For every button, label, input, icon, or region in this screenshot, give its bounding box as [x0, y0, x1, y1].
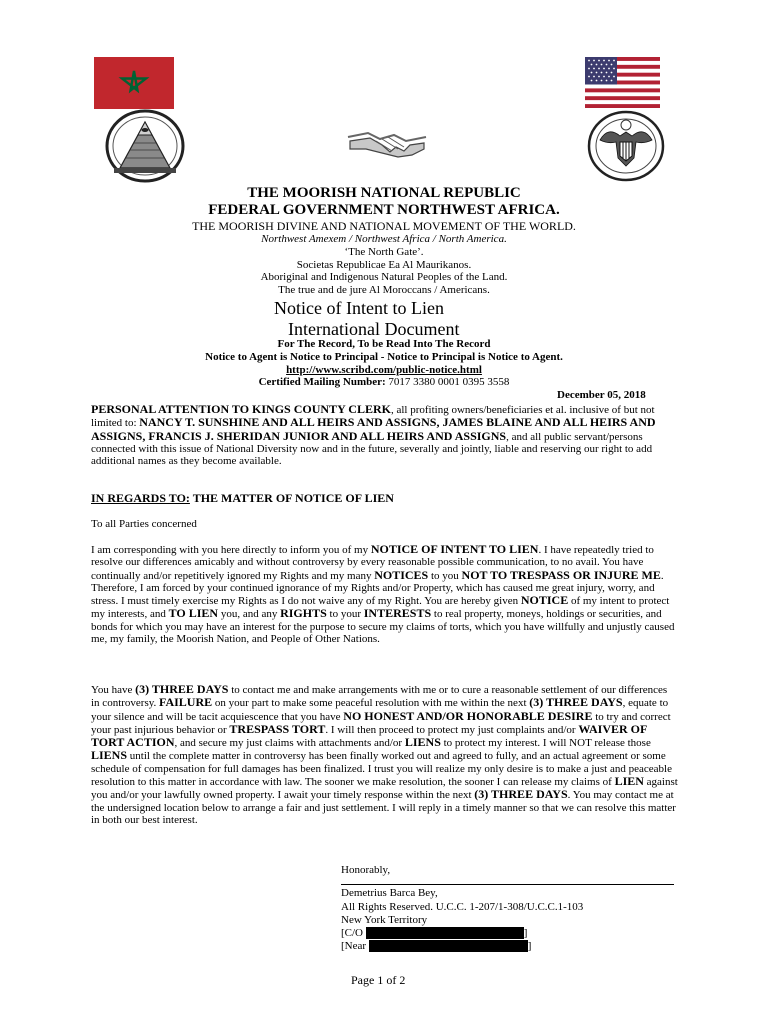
pyramid-seal-icon	[104, 108, 186, 184]
near-line	[341, 940, 531, 953]
territory: New York Territory	[341, 914, 428, 926]
redaction-bar	[366, 927, 524, 939]
p2-bold: (3) THREE DAYS	[474, 787, 568, 802]
mailing-label: Certified Mailing Number:	[258, 376, 386, 388]
p2-text: to protect my interest. I will NOT release those	[440, 737, 651, 750]
regards-text: THE MATTER OF NOTICE OF LIEN	[189, 491, 394, 505]
p1-text: of my intent to protect my interests, and	[91, 595, 670, 621]
p2-bold: LIENS	[91, 748, 128, 763]
p2-text: You have	[91, 684, 136, 696]
p2-bold: TRESPASS TORT	[229, 721, 326, 736]
regards-label: IN REGARDS TO:	[91, 491, 190, 505]
societas-line: Societas Republicae Ea Al Maurikanos.	[296, 259, 472, 271]
p2-text: , and secure my just claims with attachments and/or	[174, 737, 405, 750]
great-seal-icon	[586, 110, 666, 182]
p1-text: to your	[326, 608, 364, 621]
record-line: For The Record, To be Read Into The Record	[277, 338, 491, 350]
p2-text: against you and/or your lawfully owned property. I await your timely response within the next	[91, 776, 678, 802]
p2-text: to contact me and make arrangements with me or to cure a reasonable settlement of our differences in controversy.	[91, 684, 668, 710]
rights-reserved: All Rights Reserved. U.C.C. 1-207/1-308/U.C.C.1-103	[341, 901, 584, 913]
p1-bold: NOTICE OF INTENT TO LIEN	[370, 542, 539, 556]
government-title: FEDERAL GOVERNMENT NORTHWEST AFRICA.	[208, 202, 560, 218]
p1-text: . I have repeatedly tried to resolve our differences amicably and without controversy by every reasonable possible communication, to no avail. You have continually and/or repetitively ignored my Rights and my many	[91, 544, 654, 582]
p2-text: . You may contact me at the undersigned location below to arrange a fair and just settlement. I will reply in a timely manner so that we can resolve this matter in both our best interest.	[91, 789, 676, 826]
p2-bold: LIEN	[614, 774, 644, 789]
p2-text: until the complete matter in controversy has been finally worked out and agreed to fully, and an actual agreement or some schedule of compensation for full damages has been finalized. I trust you will realize my only desire is to make a just and peaceable resolution to this matter in accordance with law. The sooner we make resolution, the sooner I can release my claims of	[91, 750, 672, 789]
p1-bold: NOTICES	[374, 567, 429, 582]
addressee-tail: , and all public servant/persons connected with this issue of National Diversity now and in the future, severally and jointly, liable and reserving our right to add additional names as they become available.	[91, 430, 653, 468]
page-number: Page 1 of 2	[351, 973, 406, 987]
p1-text: you, and any	[218, 608, 281, 621]
closing: Honorably,	[341, 864, 391, 876]
p1-text: to real property, moneys, holdings or securities, and bonds for which you may have an interest for the purpose to secure my claims of torts, which you have willfully and unjustly caused me, my family, the Moorish Nation, and People of Other Nations.	[91, 608, 675, 646]
care-of-label: [C/O	[341, 927, 363, 939]
document-date: December 05, 2018	[557, 389, 646, 401]
signer-name: Demetrius Barca Bey,	[341, 887, 438, 899]
p2-bold: FAILURE	[159, 695, 213, 710]
nation-title: THE MOORISH NATIONAL REPUBLIC	[247, 185, 521, 201]
bracket: ]	[523, 927, 528, 939]
p2-bold: LIENS	[404, 735, 441, 750]
mailing-number: 7017 3380 0001 0395 3558	[385, 376, 510, 388]
p1-bold: TO LIEN	[168, 606, 219, 621]
addressee-clerk: PERSONAL ATTENTION TO KINGS COUNTY CLERK	[91, 402, 391, 416]
movement-title: THE MOORISH DIVINE AND NATIONAL MOVEMENT OF THE WORLD.	[192, 219, 576, 233]
greeting: To all Parties concerned	[91, 518, 197, 530]
regards-line	[91, 492, 678, 505]
near-label: [Near	[341, 940, 367, 952]
care-of-line	[341, 927, 527, 940]
region-line: Northwest Amexem / Northwest Africa / North America.	[261, 233, 507, 245]
document-subtitle: International Document	[288, 319, 460, 339]
public-notice-link[interactable]: http://www.scribd.com/public-notice.html	[286, 364, 482, 376]
p2-text: . I will then proceed to protect my just complaints and/or	[325, 723, 579, 736]
addressee-text: , all profiting owners/beneficiaries et al. inclusive of but not limited to:	[91, 404, 655, 430]
p2-bold: WAIVER OF TORT ACTION	[91, 721, 647, 750]
us-flag	[585, 57, 660, 108]
moroccan-flag	[94, 57, 174, 109]
agent-principal-line: Notice to Agent is Notice to Principal - Notice to Principal is Notice to Agent.	[205, 351, 563, 363]
redaction-bar	[369, 940, 528, 952]
document-title: Notice of Intent to Lien	[274, 298, 444, 318]
deadline-paragraph	[91, 683, 678, 826]
mailing-line	[0, 376, 768, 389]
p1-bold: RIGHTS	[280, 606, 327, 621]
dejure-line: The true and de jure Al Moroccans / Americans.	[278, 284, 490, 296]
aboriginal-line: Aboriginal and Indigenous Natural Peoples of the Land.	[260, 271, 508, 283]
p1-bold: NOT TO TRESPASS OR INJURE ME	[461, 567, 661, 582]
p2-text: to try and correct your past injurious behavior or	[91, 710, 671, 736]
north-gate-line: ‘The North Gate’.	[344, 246, 424, 258]
bracket: ]	[527, 940, 532, 952]
p2-bold: (3) THREE DAYS	[529, 695, 623, 710]
addressee-names: NANCY T. SUNSHINE AND ALL HEIRS AND ASSIGNS, JAMES BLAINE AND ALL HEIRS AND ASSIGNS, FRANCIS J. SHERIDAN JUNIOR AND ALL HEIRS AND ASSIGNS	[91, 415, 656, 443]
p1-text: I am corresponding with you here directly to inform you of my	[91, 544, 371, 556]
p1-text: . Therefore, I am forced by your continued ignorance of my Rights and/or Property, which has caused me great injury, worry, and stress. I must timely exercise my Rights as I do not waive any of my Right. You are hereby given	[91, 569, 664, 608]
handshake-icon	[346, 125, 428, 161]
p2-text: on your part to make some peaceful resolution with me within the next	[212, 697, 530, 710]
p2-bold: NO HONEST AND/OR HONORABLE DESIRE	[343, 708, 593, 723]
p1-text: to you	[428, 569, 462, 582]
p2-bold: (3) THREE DAYS	[135, 682, 229, 696]
intent-paragraph	[91, 543, 678, 645]
p1-bold: NOTICE	[520, 593, 569, 608]
signature-line	[341, 884, 674, 885]
p1-bold: INTERESTS	[363, 606, 432, 621]
p2-text: , equate to your silence and will be tacit acquiescence that you have	[91, 697, 669, 723]
addressee-paragraph	[91, 403, 678, 467]
